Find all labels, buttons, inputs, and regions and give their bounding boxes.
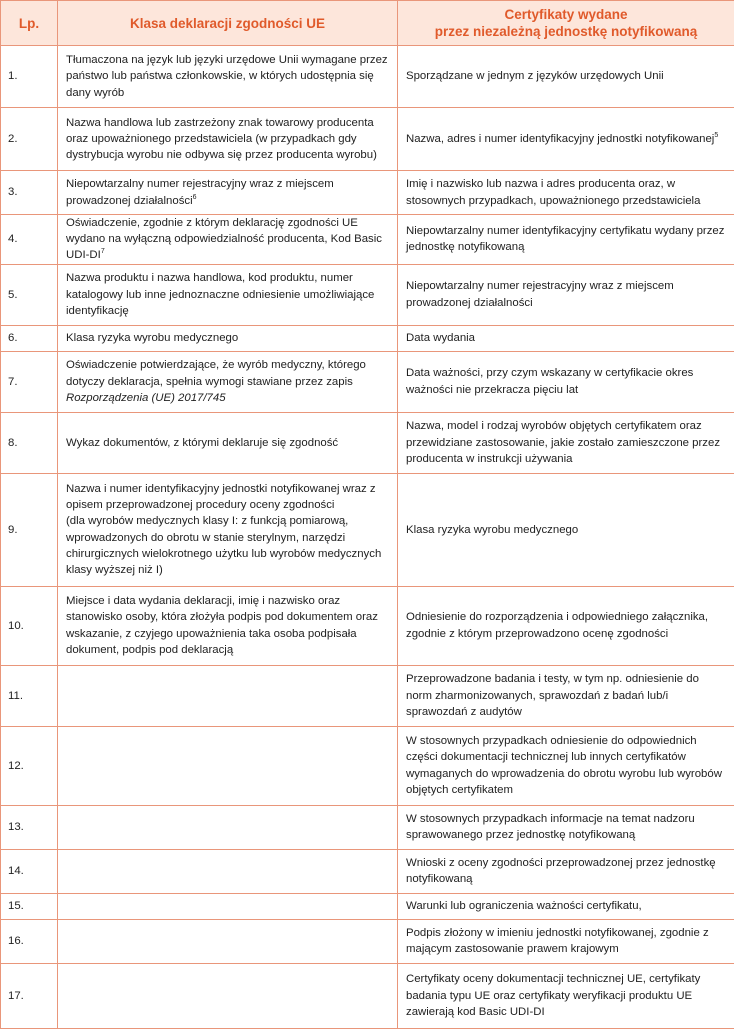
declaration-cell [58, 171, 398, 215]
table-row [1, 412, 734, 473]
table-row [1, 726, 734, 805]
certificate-cell: W stosownych przypadkach informacje na temat nadzoru sprawowanego przez jednostkę notyfikowaną [398, 805, 734, 849]
table-row [1, 215, 734, 265]
declaration-cell [58, 351, 398, 412]
table-row [1, 919, 734, 963]
declaration-cell [58, 893, 398, 919]
row-number: 2. [1, 108, 58, 171]
declaration-cell: Miejsce i data wydania deklaracji, imię i nazwisko oraz stanowisko osoby, która złożyła podpis pod dokumentem oraz wskazanie, z czyjego upoważnienia taka osoba podpisała dokument, podpis pod deklaracją [58, 586, 398, 665]
header-certificates-line1: Certyfikaty wydane [504, 7, 627, 22]
table-row [1, 46, 734, 108]
certificate-text: Nazwa, adres i numer identyfikacyjny jednostki notyfikowanej [406, 133, 714, 145]
table-row [1, 586, 734, 665]
declaration-cell: Wykaz dokumentów, z którymi deklaruje się zgodność [58, 412, 398, 473]
row-number: 5. [1, 264, 58, 325]
row-number: 6. [1, 325, 58, 351]
row-number: 9. [1, 473, 58, 586]
certificate-cell: Imię i nazwisko lub nazwa i adres producenta oraz, w stosownych przypadkach, upoważnionego przedstawiciela [398, 171, 734, 215]
row-number: 15. [1, 893, 58, 919]
header-row [1, 1, 734, 46]
table-row [1, 849, 734, 893]
table-row [1, 805, 734, 849]
header-lp: Lp. [1, 1, 58, 46]
table-row [1, 665, 734, 726]
declaration-note: (dla wyrobów medycznych klasy I: z funkcją pomiarową, wprowadzonych do obrotu w stanie sterylnym, narzędzi chirurgicznych wielokrotnego użytku lub wyrobów medycznych klasy wyższej niż I) [66, 515, 381, 576]
row-number: 16. [1, 919, 58, 963]
row-number: 8. [1, 412, 58, 473]
row-number: 7. [1, 351, 58, 412]
certificate-cell: Klasa ryzyka wyrobu medycznego [398, 473, 734, 586]
row-number: 1. [1, 46, 58, 108]
table-row [1, 473, 734, 586]
row-number: 12. [1, 726, 58, 805]
row-number: 14. [1, 849, 58, 893]
row-number: 11. [1, 665, 58, 726]
declaration-text: Oświadczenie, zgodnie z którym deklarację zgodności UE wydano na wyłączną odpowiedzialność producenta, Kod Basic UDI-DI [66, 217, 382, 261]
footnote-ref: 6 [193, 194, 197, 201]
certificate-cell: Warunki lub ograniczenia ważności certyfikatu, [398, 893, 734, 919]
declaration-text: Niepowtarzalny numer rejestracyjny wraz z miejscem prowadzonej działalności [66, 178, 334, 206]
declaration-cell [58, 963, 398, 1028]
table-row [1, 264, 734, 325]
declaration-cell [58, 849, 398, 893]
declaration-cell [58, 215, 398, 265]
table-row [1, 325, 734, 351]
declaration-cell [58, 805, 398, 849]
declaration-cell: Tłumaczona na język lub języki urzędowe Unii wymagane przez państwo lub państwa członkowskie, w których udostępnia się dany wyrób [58, 46, 398, 108]
header-eu-declaration: Klasa deklaracji zgodności UE [58, 1, 398, 46]
table-row [1, 108, 734, 171]
certificate-cell: Nazwa, model i rodzaj wyrobów objętych certyfikatem oraz przewidziane zastosowanie, jakie zostało zamieszczone przez producenta w instrukcji używania [398, 412, 734, 473]
declaration-cell [58, 665, 398, 726]
declaration-cell: Klasa ryzyka wyrobu medycznego [58, 325, 398, 351]
row-number: 17. [1, 963, 58, 1028]
footnote-ref: 5 [714, 132, 718, 139]
certificate-cell [398, 108, 734, 171]
certificate-cell: Data wydania [398, 325, 734, 351]
certificate-cell: Podpis złożony w imieniu jednostki notyfikowanej, zgodnie z mającym zastosowanie prawem krajowym [398, 919, 734, 963]
header-certificates-line2: przez niezależną jednostkę notyfikowaną [435, 24, 698, 39]
table-row [1, 963, 734, 1028]
row-number: 4. [1, 215, 58, 265]
regulation-reference: Rozporządzenia (UE) 2017/745 [66, 392, 226, 404]
declaration-text: Nazwa i numer identyfikacyjny jednostki notyfikowanej wraz z opisem przeprowadzonej procedury oceny zgodności [66, 483, 376, 511]
row-number: 3. [1, 171, 58, 215]
declaration-text: Oświadczenie potwierdzające, że wyrób medyczny, którego dotyczy deklaracja, spełnia wymogi stawiane przez zapis [66, 359, 366, 387]
certificate-cell: Przeprowadzone badania i testy, w tym np. odniesienie do norm zharmonizowanych, sprawozdań z badań lub/i sprawozdań z audytów [398, 665, 734, 726]
certificate-cell: Wnioski z oceny zgodności przeprowadzonej przez jednostkę notyfikowaną [398, 849, 734, 893]
row-number: 13. [1, 805, 58, 849]
declaration-cell [58, 919, 398, 963]
certificate-cell: Niepowtarzalny numer rejestracyjny wraz z miejscem prowadzonej działalności [398, 264, 734, 325]
row-number: 10. [1, 586, 58, 665]
header-certificates [398, 1, 734, 46]
table-row [1, 893, 734, 919]
certificate-cell: W stosownych przypadkach odniesienie do odpowiednich części dokumentacji technicznej lub innych certyfikatów wymaganych do wprowadzenia do obrotu wyrobu lub wyrobów objętych certyfikatem [398, 726, 734, 805]
footnote-ref: 7 [101, 249, 105, 256]
declaration-cell: Nazwa produktu i nazwa handlowa, kod produktu, numer katalogowy lub inne jednoznaczne odniesienie umożliwiające identyfikację [58, 264, 398, 325]
certificate-cell: Data ważności, przy czym wskazany w certyfikacie okres ważności nie przekracza pięciu lat [398, 351, 734, 412]
table-row [1, 171, 734, 215]
declaration-cell [58, 726, 398, 805]
certificate-cell: Sporządzane w jednym z języków urzędowych Unii [398, 46, 734, 108]
certificate-cell: Odniesienie do rozporządzenia i odpowiedniego załącznika, zgodnie z którym przeprowadzono ocenę zgodności [398, 586, 734, 665]
certificate-cell: Certyfikaty oceny dokumentacji technicznej UE, certyfikaty badania typu UE oraz certyfikaty weryfikacji produktu UE zawierają kod Basic UDI-DI [398, 963, 734, 1028]
table-row [1, 351, 734, 412]
declaration-cell: Nazwa handlowa lub zastrzeżony znak towarowy producenta oraz upoważnionego przedstawiciela (w przypadkach gdy dystrybucja wyrobu nie odbywa się przez producenta wyrobu) [58, 108, 398, 171]
declaration-cell [58, 473, 398, 586]
certificate-cell: Niepowtarzalny numer identyfikacyjny certyfikatu wydany przez jednostkę notyfikowaną [398, 215, 734, 265]
